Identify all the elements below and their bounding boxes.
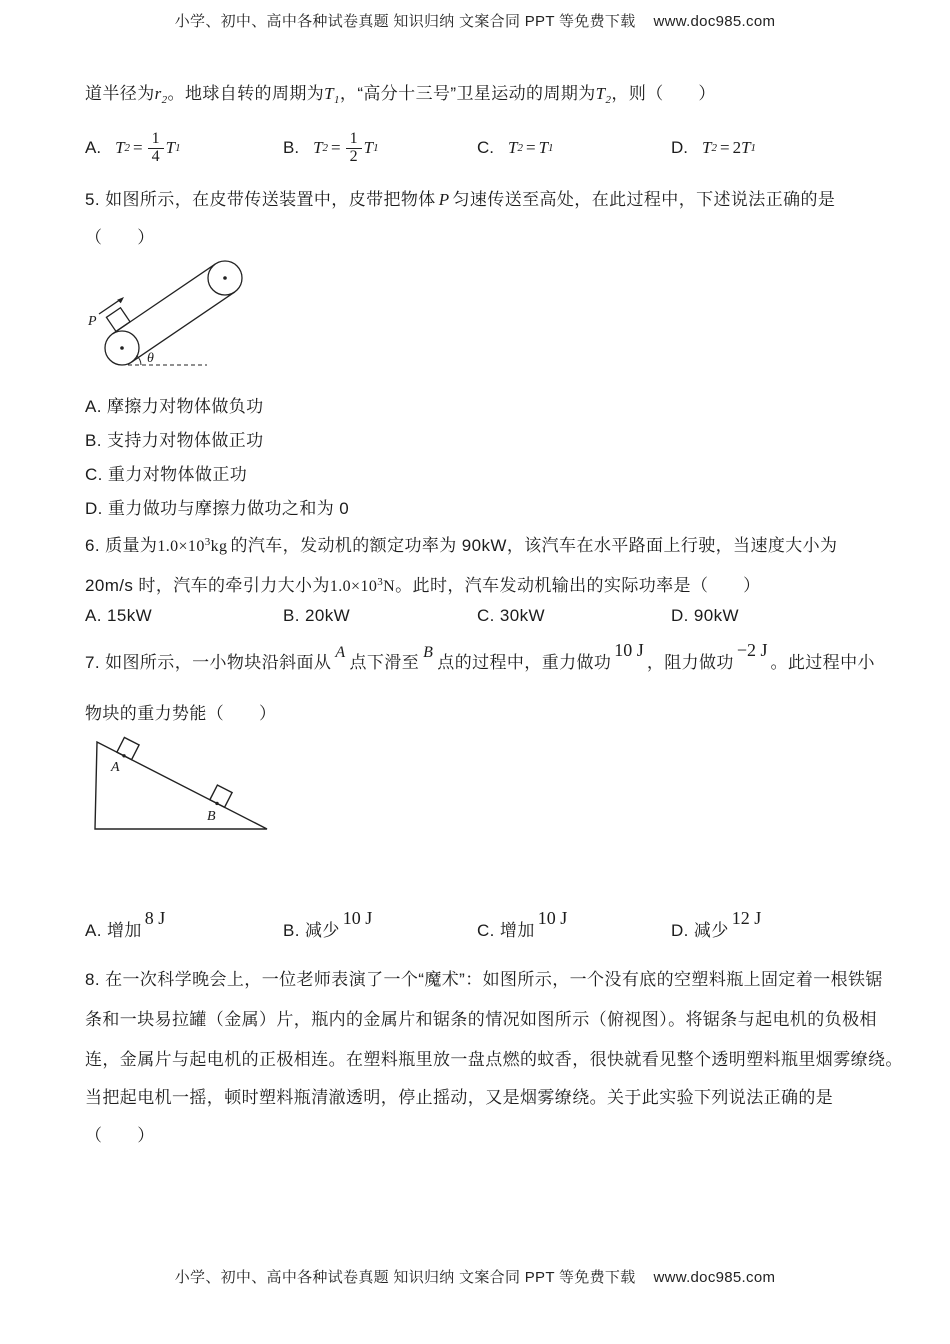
q4-option-d-label: D. bbox=[671, 138, 688, 157]
q7-option-c-value: 10 J bbox=[537, 908, 568, 928]
q4-var-t2-sub: 2 bbox=[605, 94, 612, 106]
belt-conveyor-figure bbox=[85, 250, 320, 388]
block-p-label: P bbox=[88, 314, 97, 329]
q7-option-b-value: 10 J bbox=[342, 908, 373, 928]
fraction bbox=[148, 131, 164, 166]
q5-option-c: C. 重力对物体做正功 bbox=[85, 465, 248, 484]
fraction-numerator: 1 bbox=[148, 131, 164, 149]
q7-option-b-text: B. 减少 bbox=[283, 921, 340, 940]
fraction-numerator: 1 bbox=[346, 131, 362, 149]
equals-sign: = bbox=[133, 138, 143, 157]
q6-option-a: A. 15kW bbox=[85, 606, 153, 625]
formula-sub: 2 bbox=[711, 142, 717, 154]
q7-option-d bbox=[671, 908, 764, 941]
formula-var: T bbox=[741, 138, 751, 157]
q4-var-r: r bbox=[154, 84, 162, 103]
formula-sub: 2 bbox=[322, 142, 329, 154]
upper-pulley-axle bbox=[223, 276, 227, 280]
header-url: www.doc985.com bbox=[653, 13, 776, 30]
point-b-dot bbox=[215, 802, 218, 805]
incline-triangle bbox=[95, 742, 267, 829]
equals-sign: = bbox=[719, 138, 730, 157]
q7-option-d-text: D. 减少 bbox=[671, 921, 729, 940]
q6-option-c: C. 30kW bbox=[477, 606, 545, 625]
point-a-label: A bbox=[111, 760, 120, 775]
q4-var-t1: T bbox=[324, 84, 335, 103]
q4-var-t1-sub: 1 bbox=[334, 94, 340, 106]
q7-stem-text-2: 点下滑至 bbox=[349, 653, 420, 672]
q5-stem-line2: （ ） bbox=[85, 228, 155, 247]
q6-force-exponent: 3 bbox=[377, 576, 384, 588]
q4-stem bbox=[85, 82, 716, 112]
point-a-dot bbox=[122, 754, 125, 757]
q6-stem-text-3: 20m/s 时，汽车的牵引力大小为 bbox=[85, 576, 330, 595]
q6-option-d: D. 90kW bbox=[671, 606, 739, 625]
q8-stem-line1: 8. 在一次科学晚会上，一位老师表演了一个“魔术”：如图所示，一个没有底的空塑料瓶上固定着一根铁锯 bbox=[85, 970, 883, 989]
q4-options-row bbox=[85, 120, 895, 176]
q6-stem-line1 bbox=[85, 530, 837, 559]
q4-option-b-label: B. bbox=[283, 138, 300, 157]
q6-force-value: 1.0×10 bbox=[329, 578, 378, 595]
q5-var-p: P bbox=[438, 190, 450, 209]
q7-friction-work-value: −2 J bbox=[736, 640, 768, 660]
q5-belt-conveyor-diagram bbox=[85, 250, 320, 393]
formula-var: T bbox=[363, 138, 374, 157]
footer-url: www.doc985.com bbox=[653, 1269, 776, 1286]
q7-stem-text-5: 。此过程中小 bbox=[770, 653, 875, 672]
q6-stem-text-2: 的汽车，发动机的额定功率为 90kW，该汽车在水平路面上行驶，当速度大小为 bbox=[230, 536, 838, 555]
formula-var: T bbox=[538, 138, 549, 157]
q4-stem-text-1: 道半径为 bbox=[85, 84, 155, 103]
q8-stem-line2: 条和一块易拉罐（金属）片，瓶内的金属片和锯条的情况如图所示（俯视图）。将锯条与起电机的负极相 bbox=[85, 1010, 877, 1029]
q4-stem-text-3: ，“高分十三号”卫星运动的周期为 bbox=[339, 84, 596, 103]
coefficient: 2 bbox=[732, 138, 742, 157]
q7-option-d-value: 12 J bbox=[731, 908, 762, 928]
q5-stem-text-1: 5. 如图所示，在皮带传送装置中，皮带把物体 bbox=[85, 190, 436, 209]
lower-pulley-axle bbox=[120, 346, 124, 350]
q4-var-r-sub: 2 bbox=[161, 94, 168, 106]
q4-option-a-label: A. bbox=[85, 138, 102, 157]
q4-option-b bbox=[283, 120, 379, 176]
angle-theta-label: θ bbox=[147, 351, 154, 366]
q4-option-a bbox=[85, 120, 181, 176]
q4-option-a-formula bbox=[115, 131, 181, 166]
q5-stem-text-2: 匀速传送至高处，在此过程中，下述说法正确的是 bbox=[452, 190, 836, 209]
formula-sub: 1 bbox=[750, 142, 757, 154]
fraction-denominator: 4 bbox=[151, 147, 160, 165]
q4-var-t2: T bbox=[595, 84, 606, 103]
q7-stem-text-3: 点的过程中，重力做功 bbox=[437, 653, 612, 672]
page-footer bbox=[0, 1266, 950, 1287]
q7-stem-text-4: ，阻力做功 bbox=[646, 653, 734, 672]
formula-var: T bbox=[508, 138, 518, 157]
q6-force-unit: N bbox=[383, 578, 396, 595]
formula-sub: 2 bbox=[124, 142, 131, 154]
fraction-denominator: 2 bbox=[349, 147, 358, 165]
q5-option-d: D. 重力做功与摩擦力做功之和为 0 bbox=[85, 499, 350, 518]
equals-sign: = bbox=[525, 138, 536, 157]
q4-option-b-formula bbox=[313, 131, 379, 166]
q7-stem-line1 bbox=[85, 640, 875, 676]
q7-option-a bbox=[85, 908, 168, 941]
q4-stem-text-4: ，则（ ） bbox=[611, 84, 716, 103]
velocity-arrow-shaft bbox=[99, 300, 119, 314]
q7-option-a-value: 8 J bbox=[144, 908, 166, 928]
q7-point-b: B bbox=[423, 644, 434, 661]
q6-stem-line2 bbox=[85, 570, 761, 599]
fraction bbox=[346, 131, 362, 166]
q7-option-b bbox=[283, 908, 375, 941]
q5-stem-line1 bbox=[85, 188, 835, 212]
q4-option-c-formula bbox=[508, 138, 554, 158]
q7-option-c-text: C. 增加 bbox=[477, 921, 535, 940]
q8-stem-line4: 当把起电机一摇，顿时塑料瓶清澈透明，停止摇动，又是烟雾缭绕。关于此实验下列说法正确的是 bbox=[85, 1088, 834, 1107]
q7-incline-diagram bbox=[90, 736, 280, 846]
block-b bbox=[210, 785, 232, 807]
page-content bbox=[85, 0, 903, 1344]
header-title: 小学、初中、高中各种试卷真题 知识归纳 文案合同 PPT 等免费下载 bbox=[174, 13, 636, 30]
q5-option-b: B. 支持力对物体做正功 bbox=[85, 431, 264, 450]
q8-stem-line3: 连，金属片与起电机的正极相连。在塑料瓶里放一盘点燃的蚊香，很快就看见整个透明塑料瓶里烟雾缭绕。 bbox=[85, 1050, 903, 1069]
q7-option-c bbox=[477, 908, 570, 941]
q7-stem-line2: 物块的重力势能（ ） bbox=[85, 704, 277, 723]
formula-sub: 1 bbox=[548, 142, 554, 154]
q4-option-c-label: C. bbox=[477, 138, 494, 157]
q7-gravity-work-value: 10 J bbox=[614, 640, 644, 660]
q4-stem-text-2: 。地球自转的周期为 bbox=[167, 84, 325, 103]
q6-option-b: B. 20kW bbox=[283, 606, 351, 625]
q6-mass-exponent: 3 bbox=[204, 536, 211, 548]
incline-figure bbox=[90, 736, 280, 841]
q4-option-d-formula bbox=[702, 138, 756, 158]
velocity-arrow-head bbox=[117, 297, 124, 303]
q7-stem-text-1: 7. 如图所示，一小物块沿斜面从 bbox=[85, 653, 332, 672]
point-b-label: B bbox=[207, 809, 216, 824]
block-a bbox=[117, 737, 139, 759]
formula-var: T bbox=[115, 138, 125, 157]
formula-var: T bbox=[313, 138, 323, 157]
formula-sub: 1 bbox=[373, 142, 379, 154]
q8-stem-line5: （ ） bbox=[85, 1126, 155, 1145]
formula-var: T bbox=[702, 138, 712, 157]
formula-sub: 2 bbox=[517, 142, 523, 154]
q7-point-a: A bbox=[335, 644, 346, 661]
q6-stem-text-4: 。此时，汽车发动机输出的实际功率是（ ） bbox=[395, 576, 761, 595]
q4-option-c bbox=[477, 120, 554, 176]
q4-option-d bbox=[671, 120, 756, 176]
q6-mass-unit: kg bbox=[210, 538, 228, 555]
footer-title: 小学、初中、高中各种试卷真题 知识归纳 文案合同 PPT 等免费下载 bbox=[174, 1269, 636, 1286]
q5-option-a: A. 摩擦力对物体做负功 bbox=[85, 397, 264, 416]
formula-sub: 1 bbox=[175, 142, 181, 154]
block-p bbox=[106, 308, 130, 332]
q6-mass-value: 1.0×10 bbox=[157, 538, 205, 555]
formula-var: T bbox=[165, 138, 176, 157]
q7-option-a-text: A. 增加 bbox=[85, 921, 142, 940]
q6-stem-text-1: 6. 质量为 bbox=[85, 536, 158, 555]
equals-sign: = bbox=[331, 138, 341, 157]
